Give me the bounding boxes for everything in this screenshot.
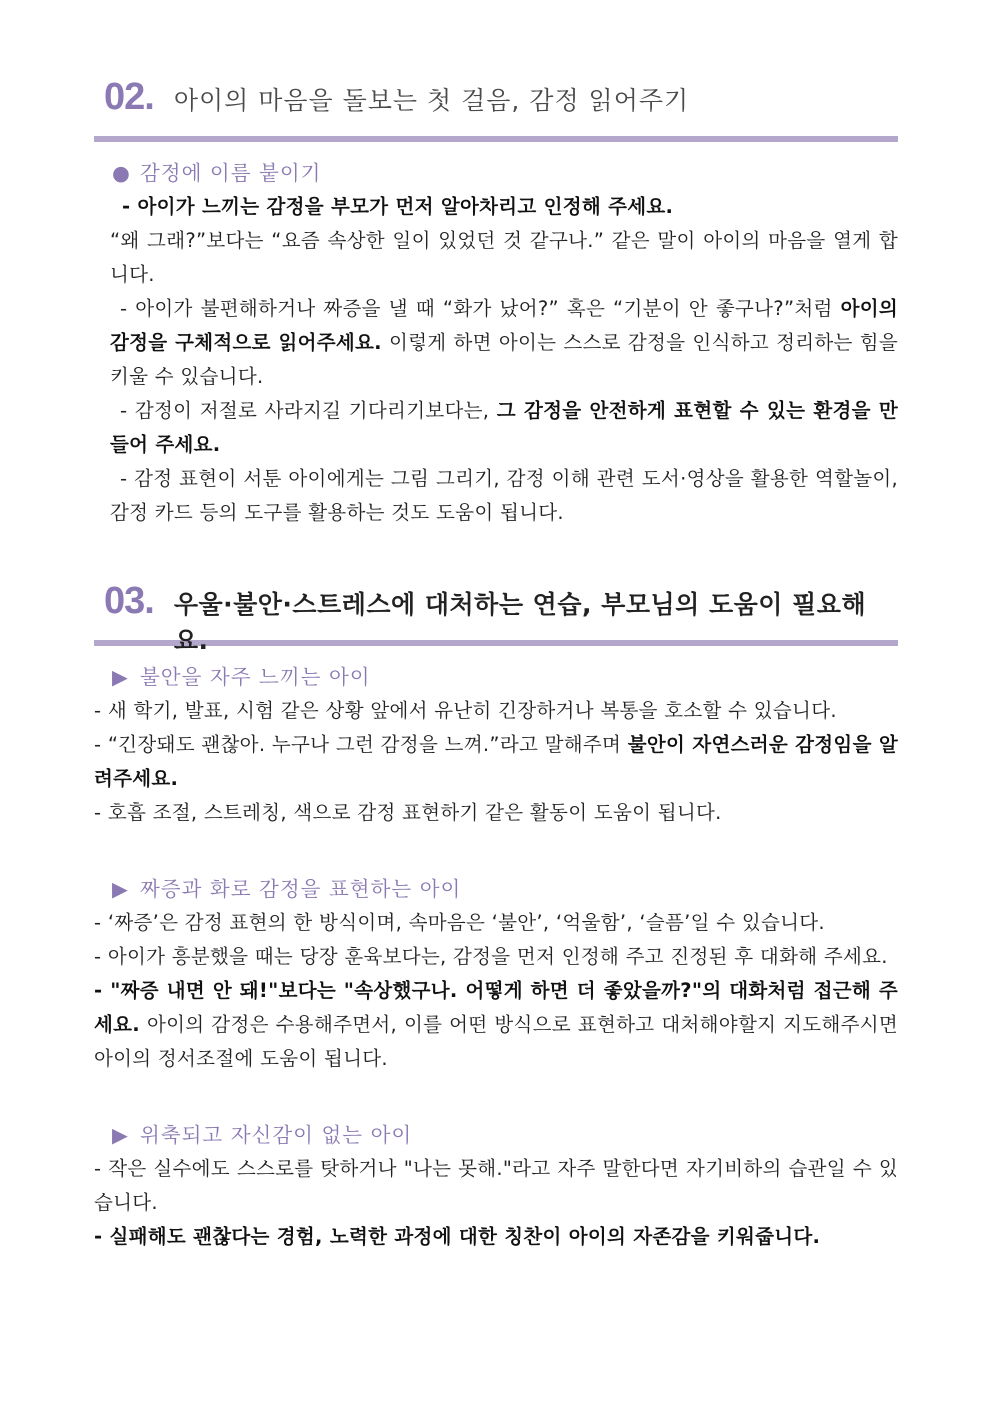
paragraph <box>94 1220 898 1254</box>
subheading-text: 짜증과 화로 감정을 표현하는 아이 <box>140 877 462 901</box>
text: 이렇게 하면 아이는 스스로 감정을 인식하고 정리하는 힘을 키울 수 있습니다. <box>110 331 899 388</box>
triangle-bullet-icon: ▶ <box>112 877 129 901</box>
paragraph <box>94 974 898 1076</box>
paragraph <box>94 292 898 394</box>
section-03 <box>94 580 898 1254</box>
section-title: 우울·불안·스트레스에 대처하는 연습, 부모님의 도움이 필요해요. <box>173 590 867 655</box>
bullet-circle-icon: ● <box>112 161 131 185</box>
bold-text: - 실패해도 괜찮다는 경험, 노력한 과정에 대한 칭찬이 아이의 자존감을 키워줍니다. <box>94 1225 821 1248</box>
subheading <box>94 872 898 906</box>
section-number: 02. <box>104 76 154 118</box>
bold-text: 아이의 감정을 구체적으로 읽어주세요. <box>110 297 898 354</box>
section-header <box>94 580 898 655</box>
section-02 <box>94 76 898 530</box>
paragraph: - 아이가 흥분했을 때는 당장 훈육보다는, 감정을 먼저 인정해 주고 진정된 후 대화해 주세요. <box>94 945 888 968</box>
paragraph <box>94 190 898 224</box>
bold-text: - "짜증 내면 안 돼!"보다는 "속상했구나. 어떻게 하면 더 좋았을까?"의 대화처럼 접근해 주세요. <box>94 979 898 1036</box>
section-title: 아이의 마음을 돌보는 첫 걸음, 감정 읽어주기 <box>173 86 690 115</box>
text: 아이의 감정은 수용해주면서, 이를 어떤 방식으로 표현하고 대처해야할지 지도해주시면 아이의 정서조절에 도움이 됩니다. <box>94 1013 898 1070</box>
bold-text: - 아이가 느끼는 감정을 부모가 먼저 알아차리고 인정해 주세요. <box>122 195 674 218</box>
bold-text: 그 감정을 안전하게 표현할 수 있는 환경을 만들어 주세요. <box>110 399 898 456</box>
section-number: 03. <box>104 580 154 622</box>
section-header <box>94 76 898 134</box>
paragraph: - 호흡 조절, 스트레칭, 색으로 감정 표현하기 같은 활동이 도움이 됩니다. <box>94 801 722 824</box>
subheading-text: 위축되고 자신감이 없는 아이 <box>140 1123 413 1147</box>
triangle-bullet-icon: ▶ <box>112 1123 129 1147</box>
paragraph: - 감정 표현이 서툰 아이에게는 그림 그리기, 감정 이해 관련 도서·영상을 활용한 역할놀이, 감정 카드 등의 도구를 활용하는 것도 도움이 됩니다. <box>110 467 898 524</box>
subheading <box>94 156 898 190</box>
paragraph: - 새 학기, 발표, 시험 같은 상황 앞에서 유난히 긴장하거나 복통을 호소할 수 있습니다. <box>94 699 837 722</box>
text: - 감정이 저절로 사라지길 기다리기보다는, <box>120 399 497 422</box>
subheading-text: 불안을 자주 느끼는 아이 <box>140 665 371 689</box>
paragraph: - 작은 실수에도 스스로를 탓하거나 "나는 못해."라고 자주 말한다면 자기비하의 습관일 수 있습니다. <box>94 1157 898 1214</box>
subheading <box>94 660 898 694</box>
subheading-text: 감정에 이름 붙이기 <box>140 161 322 185</box>
paragraph: - ‘짜증’은 감정 표현의 한 방식이며, 속마음은 ‘불안’, ‘억울함’, ‘슬픔’일 수 있습니다. <box>94 911 825 934</box>
paragraph <box>94 728 898 796</box>
text: - 아이가 불편해하거나 짜증을 낼 때 “화가 났어?” 혹은 “기분이 안 좋구나?”처럼 <box>120 297 841 320</box>
section-divider <box>94 136 898 142</box>
triangle-bullet-icon: ▶ <box>112 665 129 689</box>
text: - “긴장돼도 괜찮아. 누구나 그런 감정을 느껴.”라고 말해주며 <box>94 733 628 756</box>
paragraph <box>94 394 898 462</box>
bold-text: 불안이 자연스러운 감정임을 알려주세요. <box>94 733 898 790</box>
paragraph: “왜 그래?”보다는 “요즘 속상한 일이 있었던 것 같구나.” 같은 말이 아이의 마음을 열게 합니다. <box>110 229 898 286</box>
subheading <box>94 1118 898 1152</box>
